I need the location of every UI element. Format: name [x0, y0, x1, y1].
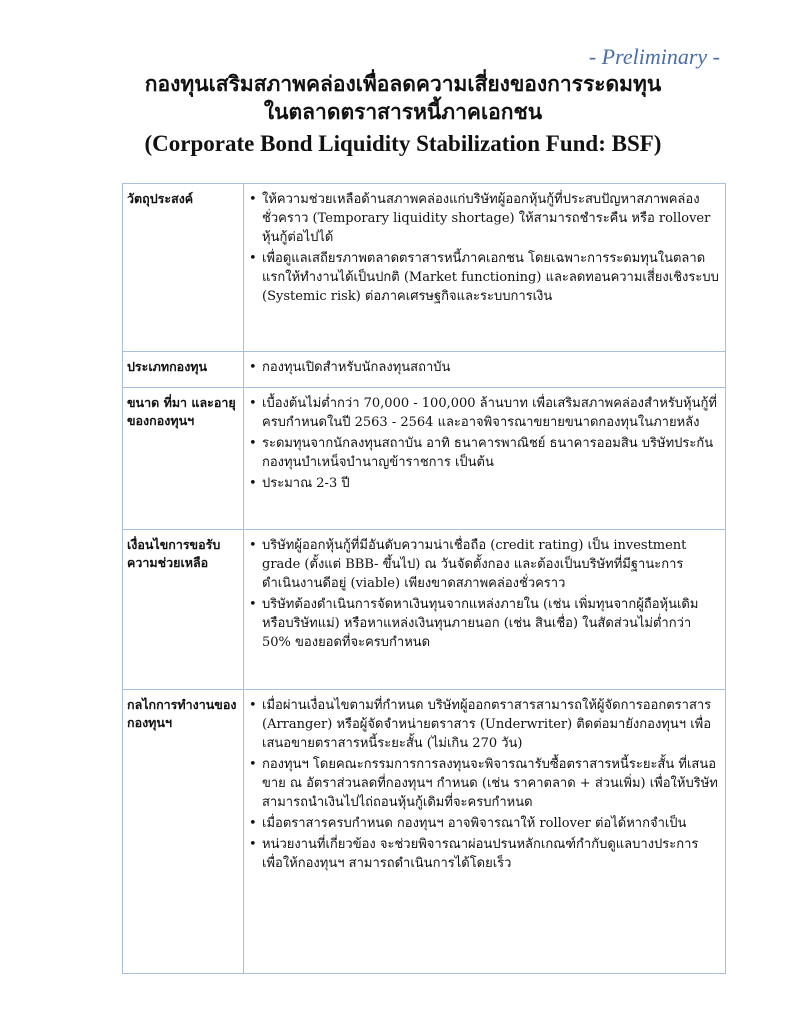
bullet-icon: •	[249, 251, 257, 266]
row-content	[244, 184, 726, 352]
row-label: ขนาด ที่มา และอายุของกองทุนฯ	[123, 388, 244, 530]
table-row-eligibility	[123, 530, 726, 690]
table-row-objective	[123, 184, 726, 352]
row-content	[244, 388, 726, 530]
bullet-icon: •	[249, 396, 257, 411]
bullet-icon: •	[249, 436, 257, 451]
list-item: • เมื่อผ่านเงื่อนไขตามที่กำหนด บริษัทผู้ออกตราสารสามารถให้ผู้จัดการออกตราสาร (Arranger) หรือผู้จัดจำหน่ายตราสาร (Underwriter) ติดต่อมายังกองทุนฯ เพื่อเสนอขายตราสารหนี้ระยะสั้น (ไม่เกิน 270 วัน)	[249, 698, 712, 751]
list-item: • หน่วยงานที่เกี่ยวข้อง จะช่วยพิจารณาผ่อนปรนหลักเกณฑ์กำกับดูแลบางประการ เพื่อให้กองทุนฯ สามารถดำเนินการได้โดยเร็ว	[249, 837, 699, 871]
list-item: • เมื่อตราสารครบกำหนด กองทุนฯ อาจพิจารณาให้ rollover ต่อได้หากจำเป็น	[249, 816, 687, 831]
document-title	[60, 70, 746, 160]
row-label: วัตถุประสงค์	[123, 184, 244, 352]
bullet-icon: •	[249, 476, 257, 491]
list-item: • กองทุนฯ โดยคณะกรรมการการลงทุนจะพิจารณารับซื้อตราสารหนี้ระยะสั้น ที่เสนอขาย ณ อัตราส่วนลดที่กองทุนฯ กำหนด (เช่น ราคาตลาด + ส่วนเพิ่ม) เพื่อให้บริษัทสามารถนำเงินไปไถ่ถอนหุ้นกู้เดิมที่จะครบกำหนด	[249, 757, 718, 810]
list-item: • ให้ความช่วยเหลือด้านสภาพคล่องแก่บริษัทผู้ออกหุ้นกู้ที่ประสบปัญหาสภาพคล่องชั่วคราว (Temporary liquidity shortage) ให้สามารถชำระคืน หรือ rollover หุ้นกู้ต่อไปได้	[249, 192, 711, 245]
bullet-icon: •	[249, 538, 257, 553]
list-item: • เพื่อดูแลเสถียรภาพตลาดตราสารหนี้ภาคเอกชน โดยเฉพาะการระดมทุนในตลาดแรกให้ทำงานได้เป็นปกติ (Market functioning) และลดทอนความเสี่ยงเชิงระบบ (Systemic risk) ต่อภาคเศรษฐกิจและระบบการเงิน	[249, 251, 719, 304]
bullet-icon: •	[249, 360, 257, 375]
bullet-icon: •	[249, 757, 257, 772]
bullet-icon: •	[249, 192, 257, 207]
table-row-size-source-term	[123, 388, 726, 530]
row-label: ประเภทกองทุน	[123, 352, 244, 388]
list-item: • ประมาณ 2-3 ปี	[249, 476, 350, 491]
bullet-icon: •	[249, 597, 257, 612]
table-row-fund-type	[123, 352, 726, 388]
title-line-1: กองทุนเสริมสภาพคล่องเพื่อลดความเสี่ยงของการระดมทุน	[144, 72, 662, 96]
row-content	[244, 530, 726, 690]
list-item: • บริษัทผู้ออกหุ้นกู้ที่มีอันดับความน่าเชื่อถือ (credit rating) เป็น investment grade (ตั้งแต่ BBB- ขึ้นไป) ณ วันจัดตั้งกอง และต้องเป็นบริษัทที่มีฐานะการดำเนินงานดีอยู่ (viable) เพียงขาดสภาพคล่องชั่วคราว	[249, 538, 687, 591]
list-item: • เบื้องต้นไม่ต่ำกว่า 70,000 - 100,000 ล้านบาท เพื่อเสริมสภาพคล่องสำหรับหุ้นกู้ที่ครบกำหนดในปี 2563 - 2564 และอาจพิจารณาขยายขนาดกองทุนในภายหลัง	[249, 396, 717, 430]
table-row-mechanism	[123, 690, 726, 974]
title-line-2: ในตลาดตราสารหนี้ภาคเอกชน	[263, 100, 543, 124]
title-line-3: (Corporate Bond Liquidity Stabilization Fund: BSF)	[144, 131, 662, 156]
list-item: • กองทุนเปิดสำหรับนักลงทุนสถาบัน	[249, 360, 451, 375]
row-content	[244, 690, 726, 974]
row-content	[244, 352, 726, 388]
list-item: • ระดมทุนจากนักลงทุนสถาบัน อาทิ ธนาคารพาณิชย์ ธนาคารออมสิน บริษัทประกัน กองทุนบำเหน็จบำนาญข้าราชการ เป็นต้น	[249, 436, 714, 470]
row-label: กลไกการทำงานของกองทุนฯ	[123, 690, 244, 974]
bullet-icon: •	[249, 816, 257, 831]
list-item: • บริษัทต้องดำเนินการจัดหาเงินทุนจากแหล่งภายใน (เช่น เพิ่มทุนจากผู้ถือหุ้นเดิม หรือบริษัทแม่) หรือหาแหล่งเงินทุนภายนอก (เช่น สินเชื่อ) ในสัดส่วนไม่ต่ำกว่า 50% ของยอดที่จะครบกำหนด	[249, 597, 699, 650]
bullet-icon: •	[249, 837, 257, 852]
fund-details-table	[122, 183, 726, 974]
preliminary-label: - Preliminary -	[588, 44, 720, 69]
bullet-icon: •	[249, 698, 257, 713]
row-label: เงื่อนไขการขอรับความช่วยเหลือ	[123, 530, 244, 690]
